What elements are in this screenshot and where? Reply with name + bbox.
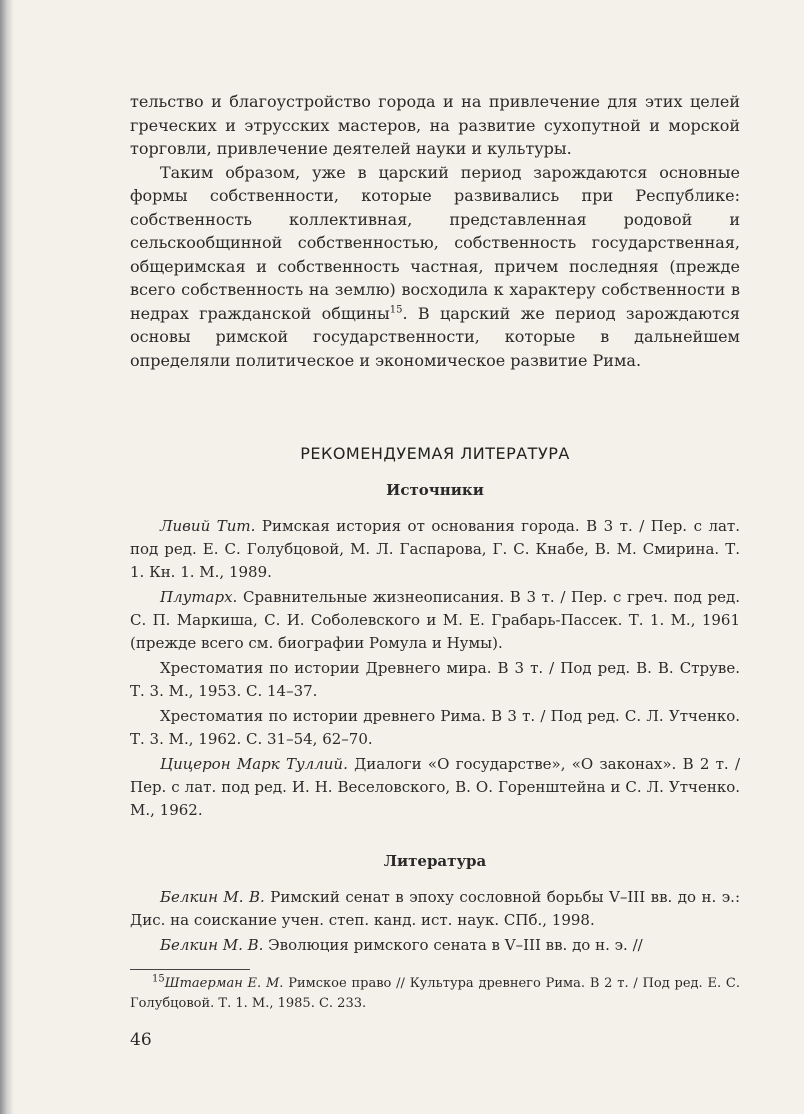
page-edge-shadow bbox=[0, 0, 14, 1114]
footnote bbox=[130, 974, 740, 1014]
source-text: Хрестоматия по истории древнего Рима. В 3 т. / Под ред. С. Л. Утченко. Т. 3. М., 1962. С. 31–54, 62–70. bbox=[130, 707, 740, 748]
source-entry bbox=[130, 705, 740, 751]
literature-heading: Литература bbox=[383, 852, 487, 870]
body-paragraph-1: тельство и благоустройство города и на привлечение для этих целей греческих и этрусских мастеров, на развитие сухопутной и морской торговли, привлечение деятелей науки и культуры. bbox=[130, 92, 740, 158]
source-author: Ливий Тит. bbox=[160, 517, 256, 535]
source-text: Римская история от основания города. В 3 т. / Пер. с лат. под ред. Е. С. Голубцовой, М. Л. Гаспарова, Г. С. Кнабе, В. М. Смирина. Т. 1. Кн. 1. М., 1989. bbox=[130, 517, 740, 581]
footnote-divider bbox=[130, 969, 250, 970]
source-text: Хрестоматия по истории Древнего мира. В 3 т. / Под ред. В. В. Струве. Т. 3. М., 1953. С. 14–37. bbox=[130, 659, 740, 700]
footnote-ref[interactable]: 15 bbox=[389, 304, 403, 316]
sources-heading: Источники bbox=[386, 481, 484, 499]
literature-text: Эволюция римского сената в V–III вв. до н. э. // bbox=[263, 936, 643, 954]
source-entry bbox=[130, 657, 740, 703]
source-entry bbox=[130, 753, 740, 822]
source-entry bbox=[130, 586, 740, 655]
footnote-text: Римское право // Культура древнего Рима. В 2 т. / Под ред. Е. С. Голубцовой. Т. 1. М., 1985. С. 233. bbox=[130, 976, 740, 1011]
literature-entry bbox=[130, 934, 740, 957]
body-paragraph-2 bbox=[130, 161, 740, 373]
page-number: 46 bbox=[130, 1030, 152, 1050]
literature-author: Белкин М. В. bbox=[160, 936, 264, 954]
source-author: Цицерон Марк Туллий. bbox=[160, 755, 348, 773]
literature-text: Римский сенат в эпоху сословной борьбы V–III вв. до н. э.: Дис. на соискание учен. степ. канд. ист. наук. СПб., 1998. bbox=[130, 888, 740, 929]
page-content bbox=[130, 90, 740, 1014]
footnote-author: Штаерман Е. М. bbox=[164, 976, 284, 991]
body-paragraph-2-part-b: . В царский же период зарождаются основы римской государственности, которые в дальнейшем определяли политическое и экономическое развитие Рима. bbox=[130, 303, 740, 370]
source-text: Сравнительные жизнеописания. В 3 т. / Пер. с греч. под ред. С. П. Маркиша, С. И. Соболевского и М. Е. Грабарь-Пассек. Т. 1. М., 1961 (прежде всего см. биографии Ромула и Нумы). bbox=[130, 588, 740, 652]
source-text: Диалоги «О государстве», «О законах». В 2 т. / Пер. с лат. под ред. И. Н. Веселовского, В. О. Горенштейна и С. Л. Утченко. М., 1962. bbox=[130, 755, 740, 819]
literature-entry bbox=[130, 886, 740, 932]
body-paragraph-2-part-a: Таким образом, уже в царский период зарождаются основные формы собственности, которые развивались при Республике: собственность коллективная, представленная родовой и сельскообщинной собственностью, собственность государственная, общеримская и собственность частная, причем последняя (прежде всего собственность на землю) восходила к характеру собственности в недрах гражданской общины bbox=[130, 162, 740, 323]
literature-author: Белкин М. В. bbox=[160, 888, 265, 906]
footnote-number: 15 bbox=[152, 973, 165, 985]
source-entry bbox=[130, 515, 740, 584]
section-title: РЕКОМЕНДУЕМАЯ ЛИТЕРАТУРА bbox=[300, 444, 570, 463]
source-author: Плутарх. bbox=[160, 588, 238, 606]
